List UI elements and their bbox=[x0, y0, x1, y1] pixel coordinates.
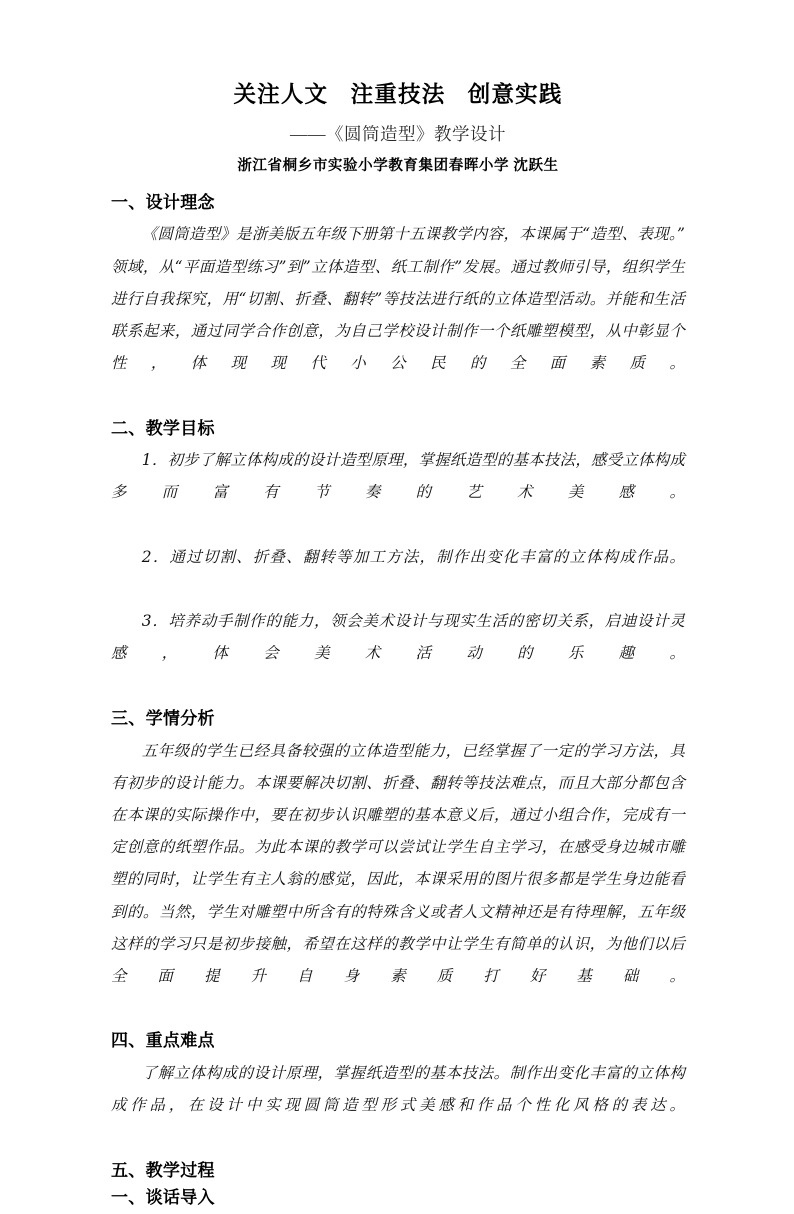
objective-item-2: 2．通过切割、折叠、翻转等加工方法，制作出变化丰富的立体构成作品。 bbox=[141, 547, 685, 566]
paragraph-key-difficulties: 了解立体构成的设计原理，掌握纸造型的基本技法。制作出变化丰富的立体构成作品，在设计中实现圆筒造型形式美感和作品个性化风格的表达。 bbox=[111, 1063, 685, 1115]
objective-item-1: 1．初步了解立体构成的设计造型原理，掌握纸造型的基本技法，感受立体构成多而富有节奏的艺术美感。 bbox=[111, 451, 685, 502]
section-heading-teaching-objectives: 二、教学目标 bbox=[111, 418, 215, 438]
section-heading-key-difficulties: 四、重点难点 bbox=[111, 1031, 215, 1051]
section-heading-conversation-intro: 一、谈话导入 bbox=[111, 1188, 215, 1208]
author-byline: 浙江省桐乡市实验小学教育集团春晖小学 沈跃生 bbox=[237, 158, 559, 174]
section-heading-teaching-process: 五、教学过程 bbox=[111, 1160, 215, 1180]
paragraph-student-analysis: 五年级的学生已经具备较强的立体造型能力，已经掌握了一定的学习方法，具有初步的设计能力。本课要解决切割、折叠、翻转等技法难点，而且大部分都包含在本课的实际操作中，要在初步认识雕塑的基本意义后，通过小组合作，完成有一定创意的纸塑作品。为此本课的教学可以尝试让学生自主学习，在感受身边城市雕塑的同时，让学生有主人翁的感觉，因此，本课采用的图片很多都是学生身边能看到的。当然，学生对雕塑中所含有的特殊含义或者人文精神还是有待理解，五年级这样的学习只是初步接触，希望在这样的教学中让学生有简单的认识，为他们以后全面提升自身素质打好基础。 bbox=[111, 741, 685, 985]
section-heading-design-concept: 一、设计理念 bbox=[111, 192, 215, 212]
objective-item-3: 3．培养动手制作的能力，领会美术设计与现实生活的密切关系，启迪设计灵感，体会美术活动的乐趣。 bbox=[111, 612, 685, 663]
paragraph-design-concept: 《圆筒造型》是浙美版五年级下册第十五课教学内容，本课属于“造型、表现。”领域，从“平面造型练习”到”立体造型、纸工制作”发展。通过教师引导，组织学生进行自我探究，用“切割、折叠、翻转”等技法进行纸的立体造型活动。并能和生活联系起来，通过同学合作创意，为自己学校设计制作一个纸雕塑模型，从中彰显个性，体现现代小公民的全面素质。 bbox=[111, 225, 685, 373]
page-title: 关注人文 注重技法 创意实践 bbox=[233, 82, 563, 107]
document-body bbox=[111, 78, 685, 1214]
section-heading-student-analysis: 三、学情分析 bbox=[111, 708, 215, 728]
document-subtitle: ——《圆筒造型》教学设计 bbox=[290, 123, 506, 144]
